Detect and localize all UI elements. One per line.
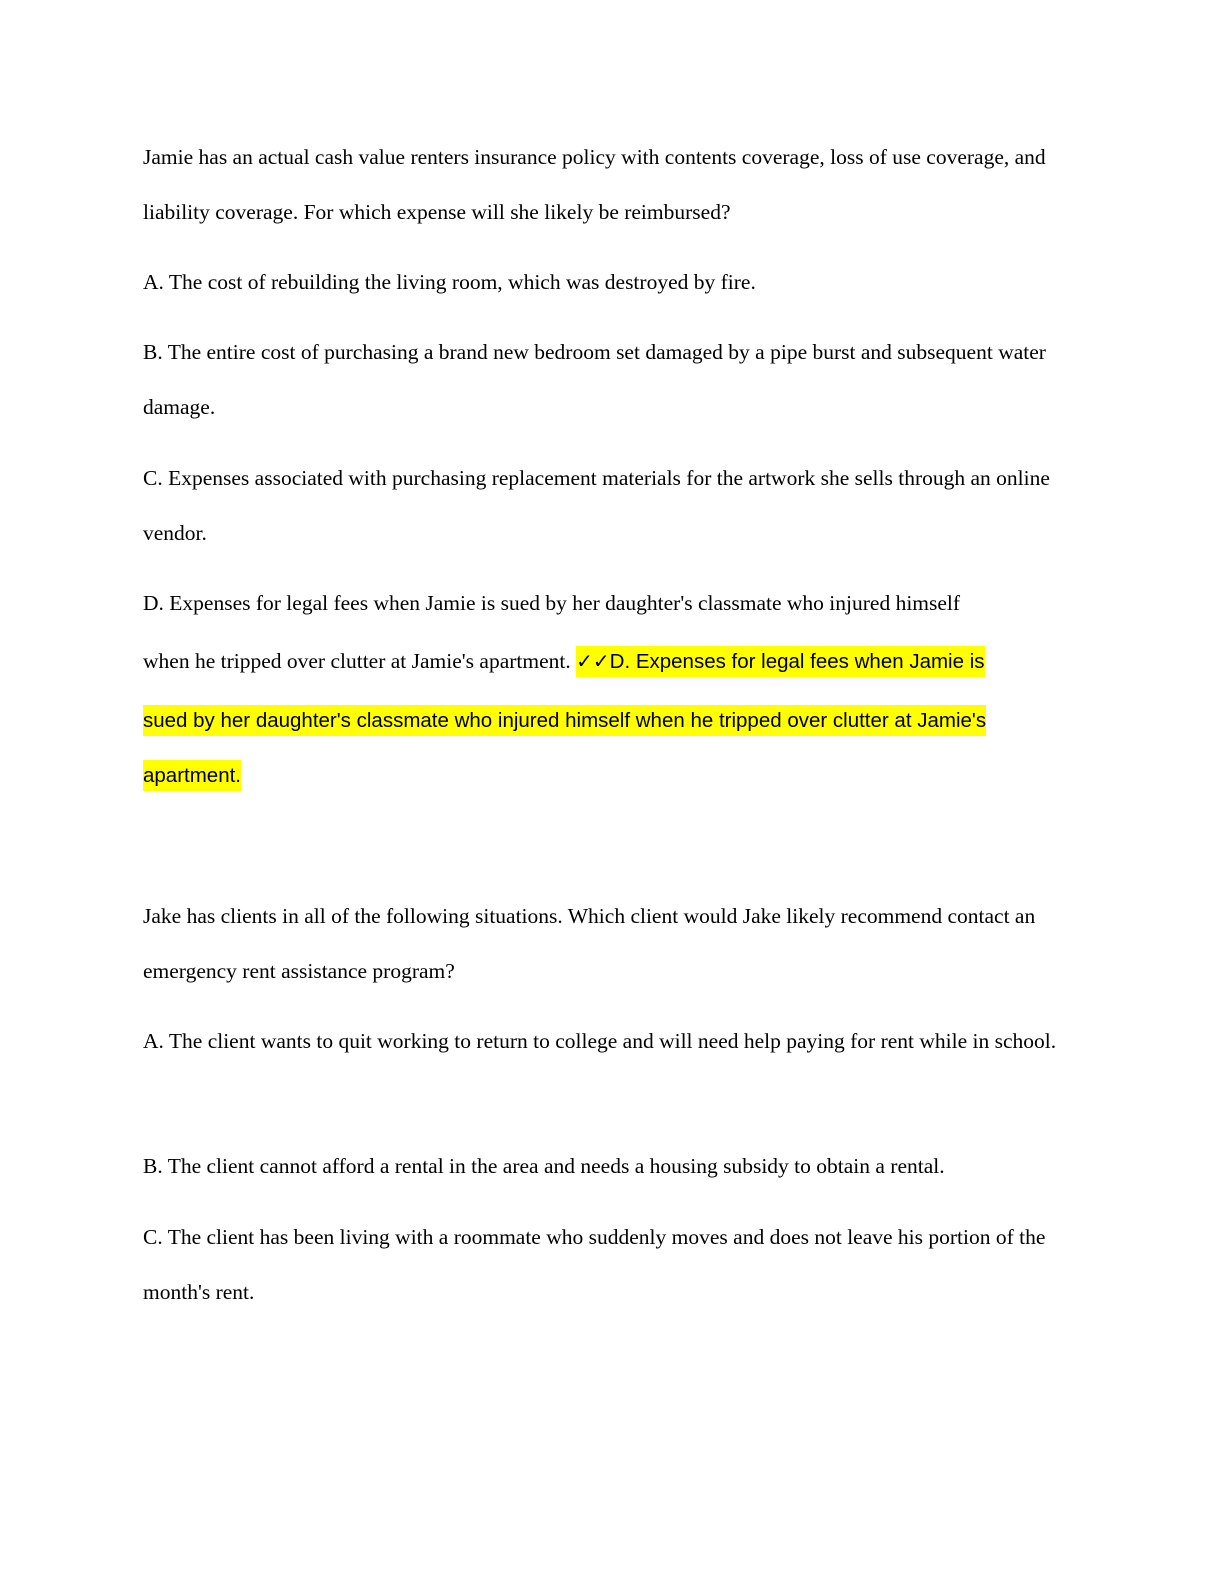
question-1-option-d-line-2-with-answer xyxy=(143,632,1083,691)
question-1-option-d-line-1: D. Expenses for legal fees when Jamie is sued by her daughter's classmate who injured himself xyxy=(143,591,961,615)
answer-highlight-1 xyxy=(576,646,984,677)
question-1-option-d-line-2: when he tripped over clutter at Jamie's apartment. xyxy=(143,649,577,673)
question-2-option-b: B. The client cannot afford a rental in the area and needs a housing subsidy to obtain a rental. xyxy=(143,1154,945,1178)
answer-text-3: apartment. xyxy=(143,760,241,791)
question-1-option-c: C. Expenses associated with purchasing replacement materials for the artwork she sells through an online vendor. xyxy=(143,466,1050,545)
question-2-text: Jake has clients in all of the following situations. Which client would Jake likely recommend contact an emergency rent assistance program? xyxy=(143,904,1036,983)
question-2-option-c: C. The client has been living with a roommate who suddenly moves and does not leave his portion of the month's rent. xyxy=(143,1225,1046,1304)
double-check-icon: ✓✓ xyxy=(576,649,610,673)
question-2-option-a: A. The client wants to quit working to return to college and will need help paying for rent while in school. xyxy=(143,1029,1057,1053)
question-1-text: Jamie has an actual cash value renters insurance policy with contents coverage, loss of use coverage, and liability coverage. For which expense will she likely be reimbursed? xyxy=(143,145,1046,224)
answer-text-1: D. Expenses for legal fees when Jamie is xyxy=(609,650,985,673)
question-1-option-a: A. The cost of rebuilding the living room, which was destroyed by fire. xyxy=(143,270,756,294)
answer-line-3 xyxy=(143,746,1083,805)
answer-line-2 xyxy=(143,691,1083,750)
question-1-option-b: B. The entire cost of purchasing a brand new bedroom set damaged by a pipe burst and subsequent water damage. xyxy=(143,340,1046,419)
answer-text-2: sued by her daughter's classmate who injured himself when he tripped over clutter at Jamie's xyxy=(143,705,986,736)
